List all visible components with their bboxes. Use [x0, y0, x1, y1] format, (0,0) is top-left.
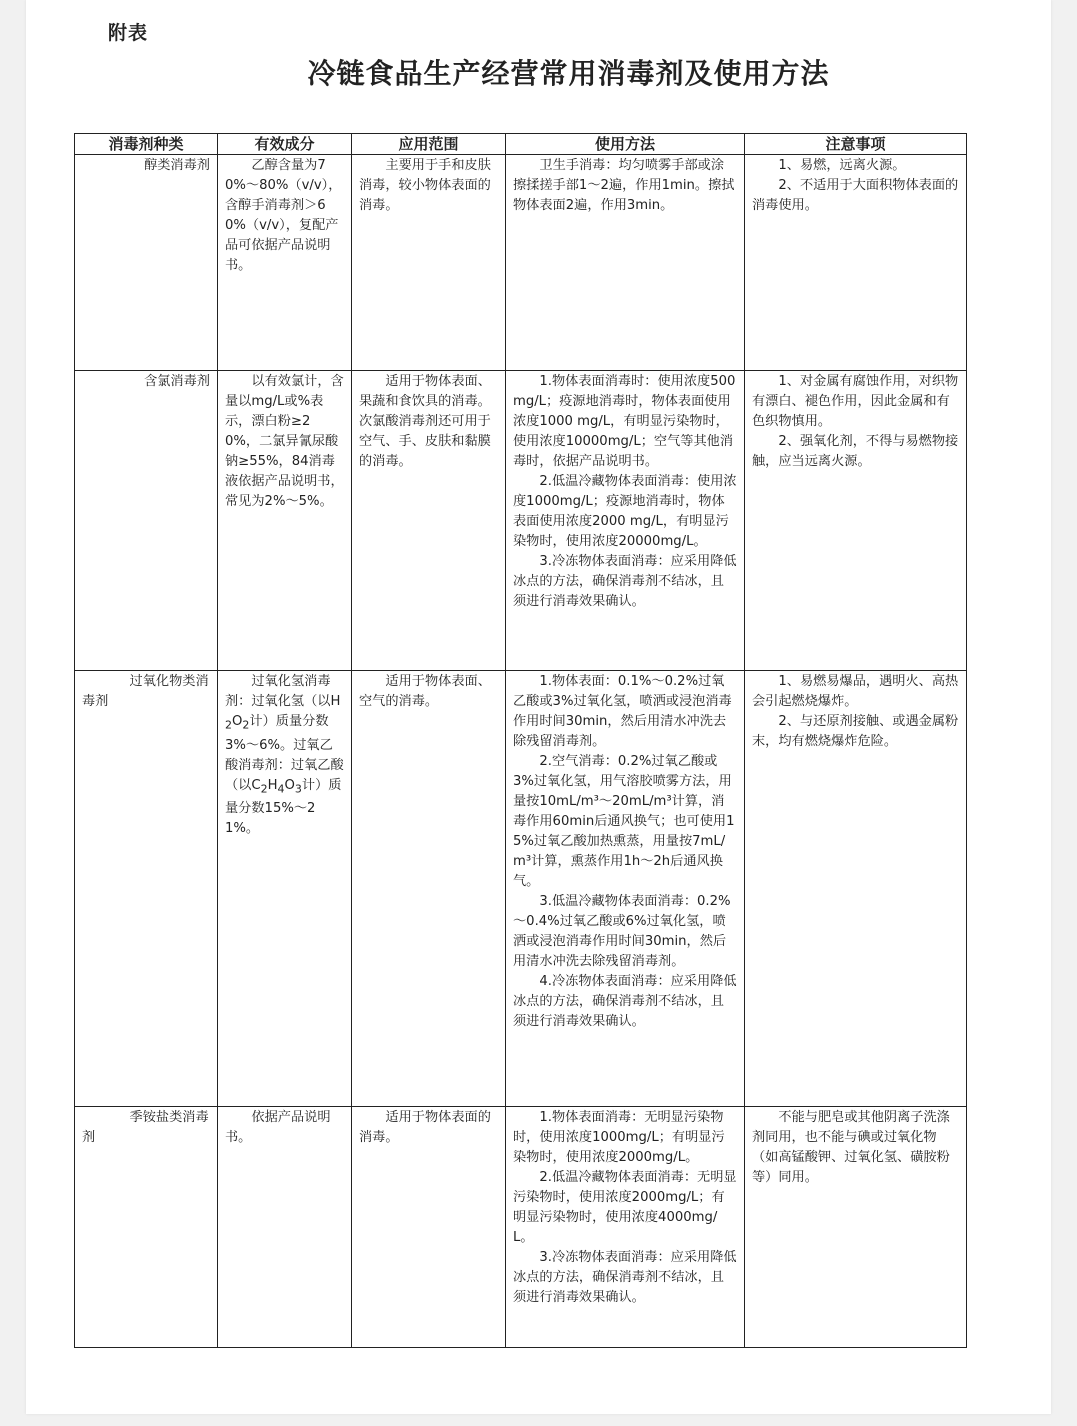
header-notes: 注意事项 — [745, 134, 967, 155]
method-item: 4.冷冻物体表面消毒：应采用降低冰点的方法，确保消毒剂不结冰，且须进行消毒效果确认。 — [513, 974, 737, 1029]
application-scope: 适用于物体表面、果蔬和食饮具的消毒。次氯酸消毒剂还可用于空气、手、皮肤和黏膜的消毒。 — [352, 371, 506, 671]
method-item: 1.物体表面消毒：无明显污染物时，使用浓度1000mg/L；有明显污染物时，使用浓度2000mg/L。 — [513, 1110, 725, 1165]
ingredient-text: 过氧化氢消毒剂：过氧化氢（以H — [225, 674, 341, 709]
disinfectant-type: 醇类消毒剂 — [75, 155, 218, 371]
method-item: 3.冷冻物体表面消毒：应采用降低冰点的方法，确保消毒剂不结冰，且须进行消毒效果确认。 — [513, 554, 737, 609]
document-title: 冷链食品生产经营常用消毒剂及使用方法 — [307, 57, 830, 90]
document-page — [26, 0, 1051, 1414]
header-method: 使用方法 — [506, 134, 745, 155]
usage-method — [506, 155, 745, 371]
disinfectant-table — [74, 133, 967, 1348]
note-item: 1、易燃，远离火源。 — [778, 158, 906, 173]
disinfectant-type: 含氯消毒剂 — [75, 371, 218, 671]
precautions — [745, 371, 967, 671]
note-item: 1、易燃易爆品，遇明火、高热会引起燃烧爆炸。 — [752, 674, 959, 709]
ingredient-text: 计）质量分数3%～6%。过氧乙酸消毒剂：过氧乙酸（以C — [225, 714, 344, 793]
method-item: 3.低温冷藏物体表面消毒：0.2%～0.4%过氧乙酸或6%过氧化氢，喷洒或浸泡消毒作用时间30min，然后用清水冲洗去除残留消毒剂。 — [513, 894, 731, 969]
subscript: 3 — [294, 782, 302, 796]
subscript: 4 — [277, 782, 285, 796]
note-item: 2、与还原剂接触、或遇金属粉末，均有燃烧爆炸危险。 — [752, 714, 959, 749]
header-ingredient: 有效成分 — [218, 134, 352, 155]
method-item: 1.物体表面：0.1%～0.2%过氧乙酸或3%过氧化氢，喷洒或浸泡消毒作用时间30min，然后用清水冲洗去除残留消毒剂。 — [513, 674, 732, 749]
table-row — [75, 155, 967, 371]
ingredient-text: H — [267, 777, 278, 793]
usage-method — [506, 671, 745, 1107]
precautions — [745, 155, 967, 371]
application-scope: 适用于物体表面、空气的消毒。 — [352, 671, 506, 1107]
precautions — [745, 1107, 967, 1348]
method-item: 1.物体表面消毒时：使用浓度500mg/L；疫源地消毒时，物体表面使用浓度1000 mg/L，有明显污染物时，使用浓度10000mg/L；空气等其他消毒时，依据产品说明书。 — [513, 374, 736, 469]
usage-method — [506, 1107, 745, 1348]
note-item: 不能与肥皂或其他阴离子洗涤剂同用，也不能与碘或过氧化物（如高锰酸钾、过氧化氢、磺胺粉等）同用。 — [752, 1110, 950, 1185]
active-ingredient: 乙醇含量为70%～80%（v/v），含醇手消毒剂＞60%（v/v），复配产品可依据产品说明书。 — [218, 155, 352, 371]
method-item: 卫生手消毒：均匀喷雾手部或涂擦揉搓手部1～2遍，作用1min。擦拭物体表面2遍，作用3min。 — [513, 158, 735, 213]
table-row — [75, 1107, 967, 1348]
active-ingredient — [218, 671, 352, 1107]
disinfectant-type: 过氧化物类消毒剂 — [75, 671, 218, 1107]
active-ingredient: 以有效氯计，含量以mg/L或%表示，漂白粉≥20%，二氯异氰尿酸钠≥55%，84消毒液依据产品说明书，常见为2%～5%。 — [218, 371, 352, 671]
method-item: 3.冷冻物体表面消毒：应采用降低冰点的方法，确保消毒剂不结冰，且须进行消毒效果确认。 — [513, 1250, 737, 1305]
precautions — [745, 671, 967, 1107]
application-scope: 适用于物体表面的消毒。 — [352, 1107, 506, 1348]
table-header-row — [75, 134, 967, 155]
method-item: 2.低温冷藏物体表面消毒：无明显污染物时，使用浓度2000mg/L；有明显污染物时，使用浓度4000mg/L。 — [513, 1170, 737, 1245]
method-item: 2.低温冷藏物体表面消毒：使用浓度1000mg/L；疫源地消毒时，物体表面使用浓度2000 mg/L，有明显污染物时，使用浓度20000mg/L。 — [513, 474, 737, 549]
note-item: 1、对金属有腐蚀作用，对织物有漂白、褪色作用，因此金属和有色织物慎用。 — [752, 374, 959, 429]
ingredient-text: 计）质量分数15%～21%。 — [225, 777, 342, 837]
usage-method — [506, 371, 745, 671]
table-row — [75, 371, 967, 671]
active-ingredient: 依据产品说明书。 — [218, 1107, 352, 1348]
header-type: 消毒剂种类 — [75, 134, 218, 155]
subscript: 2 — [225, 718, 232, 732]
note-item: 2、不适用于大面积物体表面的消毒使用。 — [752, 178, 959, 213]
disinfectant-type: 季铵盐类消毒剂 — [75, 1107, 218, 1348]
ingredient-text: O — [284, 777, 295, 793]
note-item: 2、强氧化剂，不得与易燃物接触，应当远离火源。 — [752, 434, 959, 469]
method-item: 2.空气消毒：0.2%过氧乙酸或3%过氧化氢，用气溶胶喷雾方法，用量按10mL/m³～20mL/m³计算，消毒作用60min后通风换气；也可使用15%过氧乙酸加热熏蒸，用量按7mL/m³计算，熏蒸作用1h～2h后通风换气。 — [513, 754, 735, 889]
header-scope: 应用范围 — [352, 134, 506, 155]
subscript: 2 — [242, 718, 250, 732]
appendix-label: 附表 — [108, 22, 149, 44]
table-row — [75, 671, 967, 1107]
application-scope: 主要用于手和皮肤消毒，较小物体表面的消毒。 — [352, 155, 506, 371]
ingredient-text: O — [232, 714, 243, 729]
subscript: 2 — [260, 782, 268, 796]
